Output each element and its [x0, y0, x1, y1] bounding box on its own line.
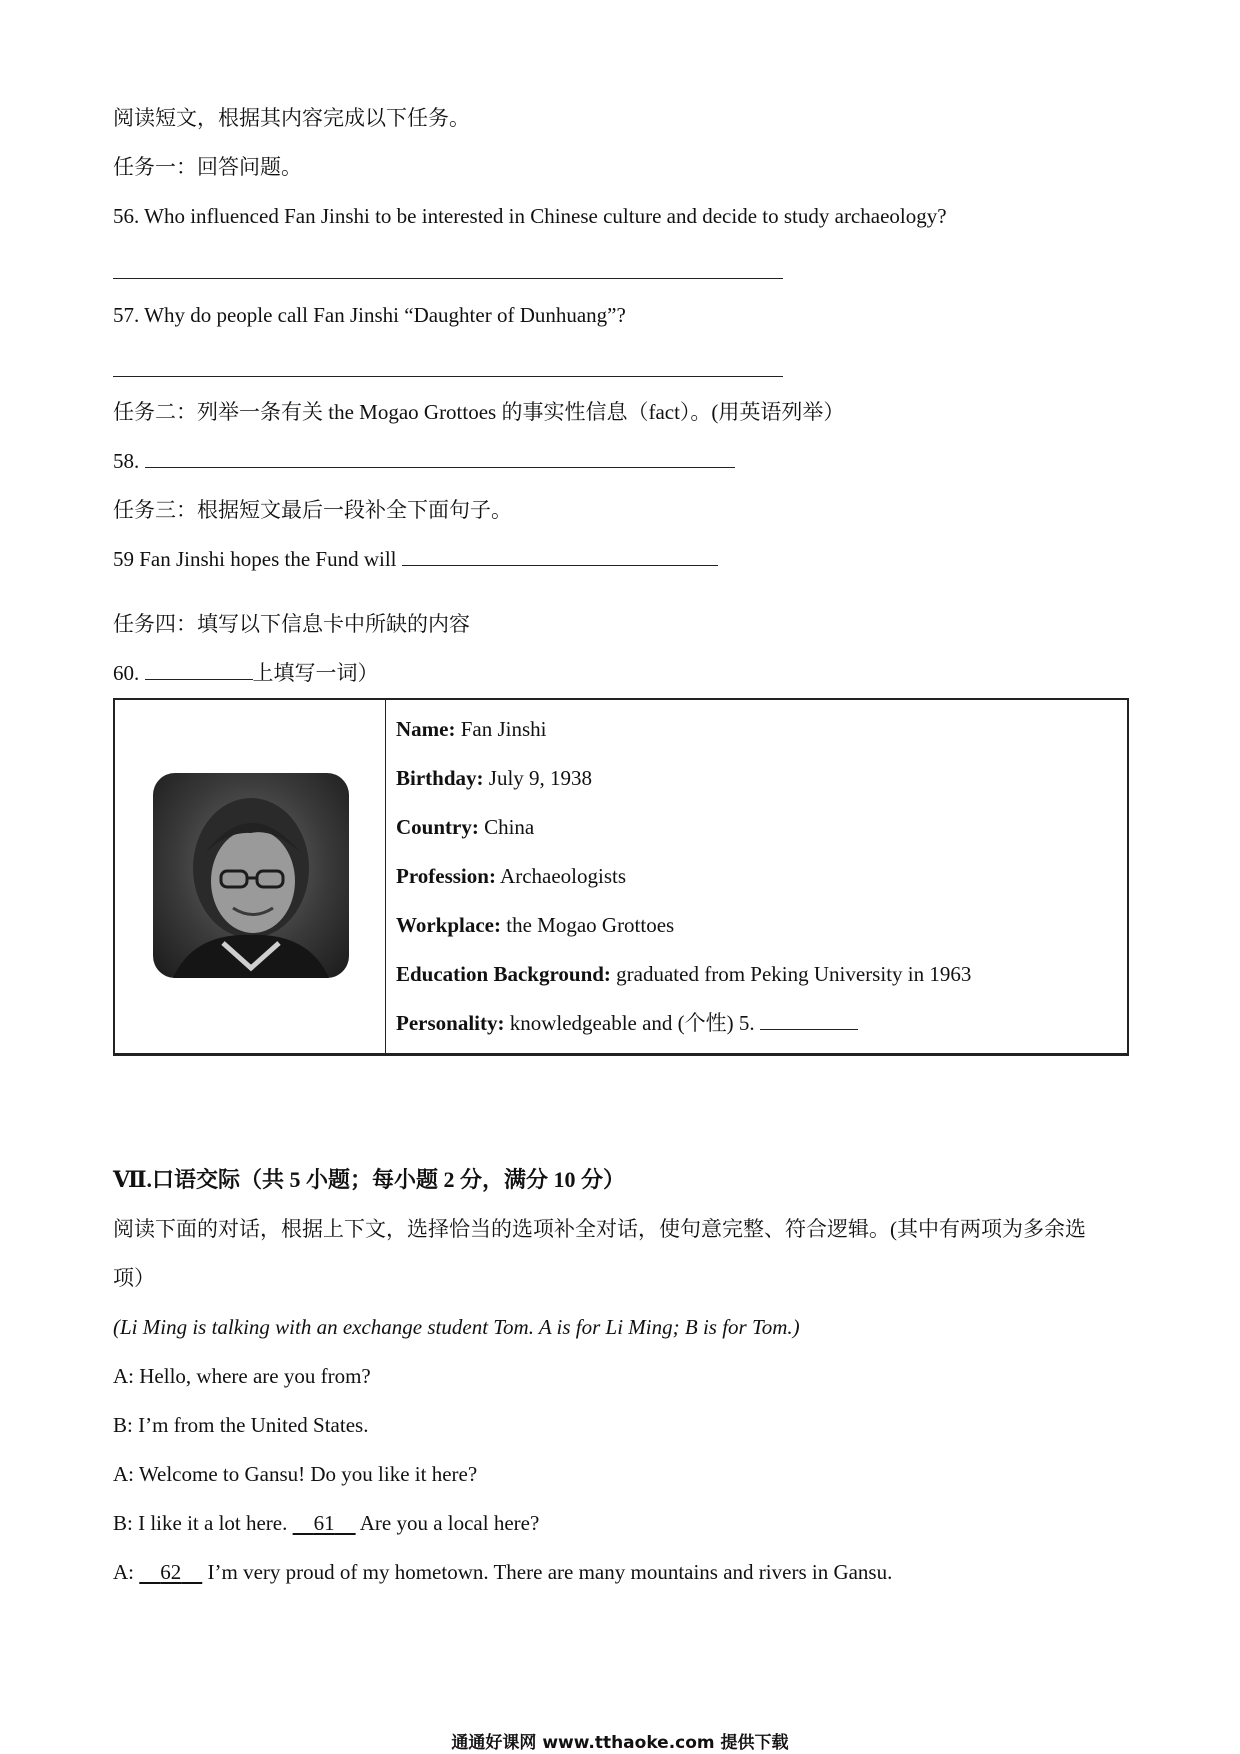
dialogue-a3	[113, 1558, 892, 1586]
section7-instruction-line1: 阅读下面的对话，根据上下文，选择恰当的选项补全对话，使句意完整、符合逻辑。(其中有两项为多余选	[113, 1217, 1086, 1241]
field-profession	[396, 861, 971, 910]
portrait-silhouette-icon	[153, 773, 349, 978]
answer-blank-60[interactable]	[145, 659, 253, 680]
dialogue-a3-speaker: A:	[113, 1560, 134, 1584]
question-60-number: 60.	[113, 661, 140, 685]
dialogue-b2-end: Are you a local here?	[359, 1511, 540, 1535]
question-57: 57. Why do people call Fan Jinshi “Daughter of Dunhuang”?	[113, 303, 626, 327]
field-label: Profession:	[396, 864, 496, 888]
field-birthday	[396, 763, 971, 812]
reading-instruction: 阅读短文，根据其内容完成以下任务。	[113, 106, 470, 130]
question-58	[113, 447, 735, 475]
dialogue-b1: B: I’m from the United States.	[113, 1413, 369, 1437]
field-value: Fan Jinshi	[460, 717, 547, 741]
dialogue-b2-start: B: I like it a lot here.	[113, 1511, 288, 1535]
field-label: Name:	[396, 717, 456, 741]
answer-line-57[interactable]	[113, 376, 783, 377]
field-label: Country:	[396, 815, 479, 839]
task4-title: 任务四：填写以下信息卡中所缺的内容	[113, 612, 470, 636]
field-name	[396, 714, 971, 763]
field-label: Education Background:	[396, 962, 611, 986]
question-58-number: 58.	[113, 449, 140, 473]
answer-blank-59[interactable]	[402, 545, 718, 566]
field-country	[396, 812, 971, 861]
section7-heading: Ⅶ.口语交际（共 5 小题；每小题 2 分，满分 10 分）	[113, 1167, 626, 1192]
question-60	[113, 659, 379, 687]
section7-instruction-line2: 项）	[113, 1266, 155, 1290]
field-value: graduated from Peking University in 1963	[616, 962, 972, 986]
page-footer: 通通好课网 www.tthaoke.com 提供下载	[451, 1733, 789, 1753]
task2-title: 任务二：列举一条有关 the Mogao Grottoes 的事实性信息（fact）。(用英语列举）	[113, 400, 845, 424]
field-value: July 9, 1938	[488, 766, 593, 790]
question-56: 56. Who influenced Fan Jinshi to be interested in Chinese culture and decide to study archaeology?	[113, 204, 947, 228]
field-education	[396, 959, 971, 1008]
blank-62-number: 62	[160, 1560, 182, 1584]
task1-title: 任务一：回答问题。	[113, 155, 302, 179]
blank-61-number: 61	[313, 1511, 335, 1535]
dialogue-context: (Li Ming is talking with an exchange student Tom. A is for Li Ming; B is for Tom.)	[113, 1315, 800, 1339]
blank-62[interactable]	[139, 1560, 202, 1584]
info-card	[113, 698, 1129, 1056]
task3-title: 任务三：根据短文最后一段补全下面句子。	[113, 498, 512, 522]
field-label: Birthday:	[396, 766, 484, 790]
photo-cell	[115, 700, 386, 1053]
question-60-hint: 上填写一词）	[252, 661, 379, 685]
card-fields	[396, 714, 971, 1057]
portrait-photo-icon	[153, 773, 349, 978]
field-value: Archaeologists	[500, 864, 627, 888]
answer-blank-personality[interactable]	[760, 1009, 858, 1030]
dialogue-a1: A: Hello, where are you from?	[113, 1364, 371, 1388]
field-label: Personality:	[396, 1011, 505, 1035]
blank-61[interactable]	[293, 1511, 356, 1535]
dialogue-a2: A: Welcome to Gansu! Do you like it here?	[113, 1462, 478, 1486]
question-59-text: 59 Fan Jinshi hopes the Fund will	[113, 547, 397, 571]
field-workplace	[396, 910, 971, 959]
answer-line-56[interactable]	[113, 278, 783, 279]
question-59	[113, 545, 718, 573]
field-value: knowledgeable and (个性) 5.	[509, 1011, 755, 1035]
field-personality	[396, 1008, 971, 1057]
dialogue-b2	[113, 1509, 539, 1537]
field-value: the Mogao Grottoes	[506, 913, 675, 937]
field-value: China	[484, 815, 535, 839]
dialogue-a3-end: I’m very proud of my hometown. There are many mountains and rivers in Gansu.	[207, 1560, 893, 1584]
field-label: Workplace:	[396, 913, 501, 937]
answer-blank-58[interactable]	[145, 447, 735, 468]
